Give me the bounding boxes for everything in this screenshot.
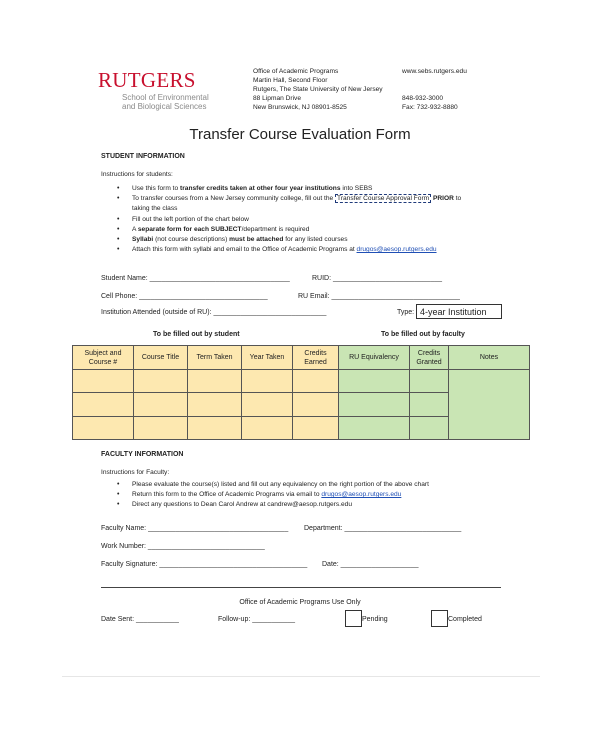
table-cell[interactable] [188, 417, 242, 440]
institution-field[interactable]: Institution Attended (outside of RU): _____________________________ [101, 309, 327, 316]
table-cell[interactable] [339, 417, 410, 440]
page-title: Transfer Course Evaluation Form [189, 126, 411, 143]
follow-up-field[interactable]: Follow-up: ___________ [218, 616, 296, 623]
date-field[interactable]: Date: ____________________ [322, 561, 419, 568]
table-cell[interactable] [134, 417, 188, 440]
table-cell[interactable] [410, 393, 449, 417]
department-field[interactable]: Department: ______________________________ [304, 525, 462, 532]
column-header: Credits Granted [410, 346, 449, 370]
ruid-field[interactable]: RUID: ____________________________ [312, 275, 443, 282]
table-cell[interactable] [188, 393, 242, 417]
faculty-instructions-label: Instructions for Faculty: [101, 469, 170, 476]
table-cell[interactable] [134, 393, 188, 417]
table-cell[interactable] [73, 417, 134, 440]
student-instructions-list [117, 184, 461, 255]
rutgers-logo: RUTGERS [98, 68, 196, 92]
list-item: • Attach this form with syllabi and email to the Office of Academic Programs at drugos@aesop.rutgers.edu [117, 245, 461, 255]
column-header: Credits Earned [293, 346, 339, 370]
faculty-section-label: To be filled out by faculty [381, 331, 465, 338]
table-cell[interactable] [242, 393, 293, 417]
type-select[interactable]: 4-year Institution [416, 304, 502, 319]
course-evaluation-table [72, 345, 530, 440]
table-cell[interactable] [73, 370, 134, 393]
phone-text: 848-932-3000 [402, 95, 444, 102]
column-header: Term Taken [188, 346, 242, 370]
ru-email-field[interactable]: RU Email: _________________________________ [298, 293, 460, 300]
table-cell[interactable] [293, 417, 339, 440]
table-cell[interactable] [242, 370, 293, 393]
list-item: • Please evaluate the course(s) listed and fill out any equivalency on the right portion of the above chart [117, 480, 429, 490]
table-cell[interactable] [339, 393, 410, 417]
column-header: Course Title [134, 346, 188, 370]
student-instructions-label: Instructions for students: [101, 171, 173, 178]
table-cell[interactable] [188, 370, 242, 393]
pending-label: Pending [362, 616, 388, 623]
table-header-row [73, 346, 530, 370]
address-line: New Brunswick, NJ 08901-8525 [253, 104, 347, 111]
table-cell[interactable] [293, 370, 339, 393]
completed-checkbox[interactable] [431, 610, 448, 627]
completed-label: Completed [448, 616, 482, 623]
table-cell[interactable] [134, 370, 188, 393]
email-link[interactable]: drugos@aesop.rutgers.edu [321, 491, 402, 499]
table-cell[interactable] [410, 417, 449, 440]
table-cell[interactable] [242, 417, 293, 440]
address-line: Rutgers, The State University of New Jersey [253, 86, 383, 93]
list-item: • To transfer courses from a New Jersey community college, fill out the Transfer Course Approval Form PRIOR to [117, 194, 461, 204]
divider [101, 587, 501, 588]
address-line: 88 Lipman Drive [253, 95, 302, 102]
faculty-name-field[interactable]: Faculty Name: ____________________________________ [101, 525, 289, 532]
student-name-field[interactable]: Student Name: ____________________________________ [101, 275, 290, 282]
pending-checkbox[interactable] [345, 610, 362, 627]
student-section-label: To be filled out by student [153, 331, 240, 338]
column-header: Notes [449, 346, 530, 370]
fax-text: Fax: 732-932-8880 [402, 104, 458, 111]
column-header: Year Taken [242, 346, 293, 370]
faculty-instructions-list [117, 480, 429, 511]
list-item: • Return this form to the Office of Academic Programs via email to drugos@aesop.rutgers.edu [117, 490, 429, 500]
cell-phone-field[interactable]: Cell Phone: _________________________________ [101, 293, 268, 300]
logo-subtitle-line2: and Biological Sciences [122, 102, 207, 111]
table-row [73, 370, 530, 393]
logo-subtitle-line1: School of Environmental [122, 93, 209, 102]
date-sent-field[interactable]: Date Sent: ___________ [101, 616, 179, 623]
list-item: • Syllabi (not course descriptions) must be attached for any listed courses [117, 235, 461, 245]
type-label: Type: [397, 309, 415, 316]
notes-cell[interactable] [449, 370, 530, 440]
approval-form-link[interactable]: Transfer Course Approval Form [337, 195, 430, 203]
faculty-info-heading: FACULTY INFORMATION [101, 451, 184, 458]
address-line: Office of Academic Programs [253, 68, 339, 75]
table-cell[interactable] [293, 393, 339, 417]
column-header: RU Equivalency [339, 346, 410, 370]
column-header: Subject and Course # [73, 346, 134, 370]
table-cell[interactable] [339, 370, 410, 393]
work-number-field[interactable]: Work Number: ______________________________ [101, 543, 265, 550]
table-cell[interactable] [73, 393, 134, 417]
website-text: www.sebs.rutgers.edu [402, 68, 467, 75]
table-cell[interactable] [410, 370, 449, 393]
student-info-heading: STUDENT INFORMATION [101, 153, 185, 160]
faculty-signature-field[interactable]: Faculty Signature: ______________________________________ [101, 561, 308, 568]
list-item: • Use this form to transfer credits taken at other four year institutions into SEBS [117, 184, 461, 194]
email-link[interactable]: drugos@aesop.rutgers.edu [356, 246, 437, 254]
page-bottom-rule [62, 676, 540, 677]
list-item: • Fill out the left portion of the chart below [117, 215, 461, 225]
list-item: • Direct any questions to Dean Carol Andrew at candrew@aesop.rutgers.edu [117, 500, 429, 510]
list-item: taking the class [132, 205, 178, 213]
list-item: • A separate form for each SUBJECT/department is required [117, 225, 461, 235]
address-line: Martin Hall, Second Floor [253, 77, 328, 84]
office-use-heading: Office of Academic Programs Use Only [239, 599, 361, 606]
